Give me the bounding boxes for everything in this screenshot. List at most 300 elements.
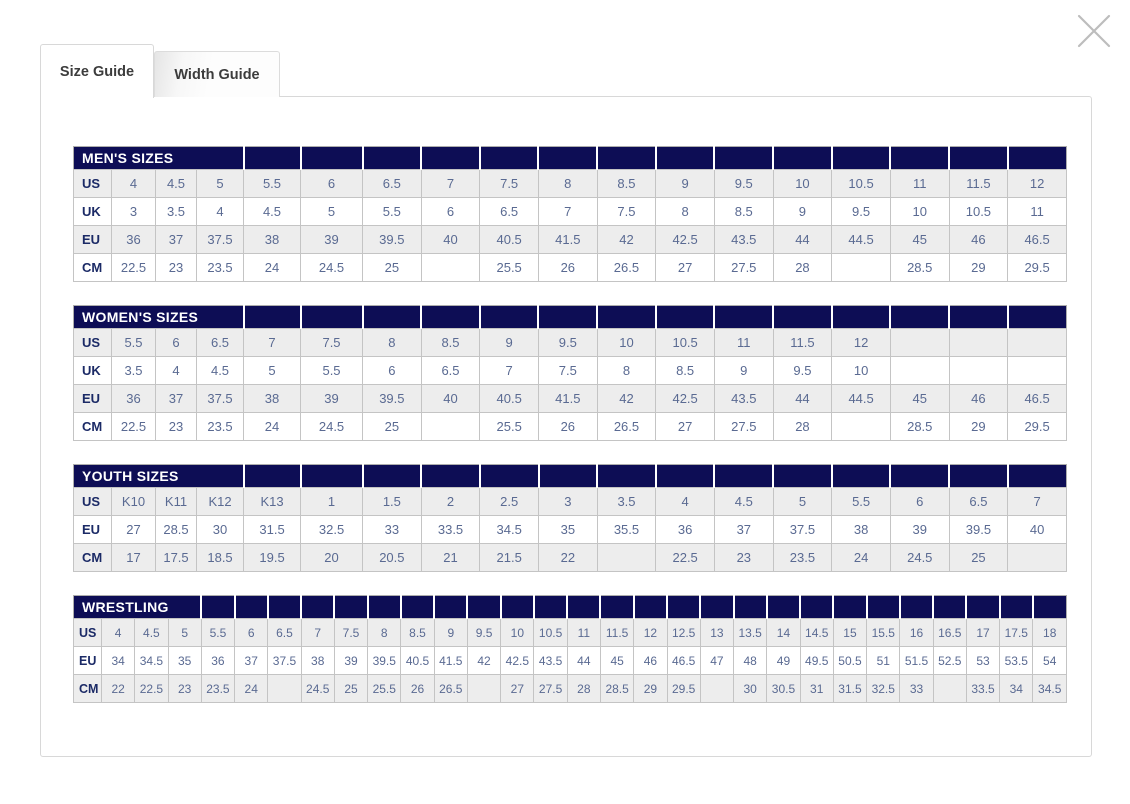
size-cell: 9 bbox=[773, 198, 832, 226]
table-header-cell bbox=[832, 306, 891, 329]
size-cell: 42.5 bbox=[656, 226, 715, 254]
size-cell bbox=[832, 413, 891, 441]
size-cell: 9.5 bbox=[467, 619, 500, 647]
youth-sizes-table bbox=[73, 464, 1091, 572]
size-cell: 34.5 bbox=[1033, 675, 1067, 703]
table-header-cell bbox=[832, 465, 891, 488]
size-cell: 8 bbox=[538, 170, 597, 198]
size-cell: 6 bbox=[890, 488, 949, 516]
size-cell bbox=[597, 544, 656, 572]
size-cell: 12.5 bbox=[667, 619, 700, 647]
size-cell: 23 bbox=[714, 544, 773, 572]
size-cell: 33.5 bbox=[421, 516, 480, 544]
table-header-cell bbox=[539, 465, 598, 488]
size-cell: 9 bbox=[480, 329, 539, 357]
size-cell: 39 bbox=[301, 385, 363, 413]
size-cell: K12 bbox=[197, 488, 244, 516]
size-cell: 27 bbox=[501, 675, 534, 703]
size-cell bbox=[467, 675, 500, 703]
size-cell: 5.5 bbox=[201, 619, 234, 647]
row-label: UK bbox=[74, 357, 112, 385]
size-cell: 47 bbox=[700, 647, 733, 675]
size-cell: 5 bbox=[197, 170, 244, 198]
size-cell: 37 bbox=[714, 516, 773, 544]
size-cell: 46 bbox=[634, 647, 667, 675]
size-cell: 9.5 bbox=[538, 329, 597, 357]
size-cell: 37.5 bbox=[773, 516, 832, 544]
size-cell: 34 bbox=[102, 647, 135, 675]
size-cell: 16 bbox=[900, 619, 933, 647]
table-header-cell bbox=[949, 465, 1008, 488]
size-cell: 3.5 bbox=[112, 357, 156, 385]
size-cell: 51 bbox=[867, 647, 900, 675]
size-cell: 37 bbox=[235, 647, 268, 675]
size-cell: 28.5 bbox=[600, 675, 633, 703]
size-cell: 19.5 bbox=[244, 544, 301, 572]
size-cell: 5 bbox=[168, 619, 201, 647]
table-header-cell bbox=[597, 465, 656, 488]
table-header-cell bbox=[867, 596, 900, 619]
table-title: WRESTLING bbox=[74, 596, 202, 619]
size-cell: 3 bbox=[112, 198, 156, 226]
table-header-cell bbox=[949, 306, 1008, 329]
size-cell: 37.5 bbox=[197, 385, 244, 413]
size-cell: 45 bbox=[600, 647, 633, 675]
size-cell: 44 bbox=[773, 385, 832, 413]
table-header-cell bbox=[900, 596, 933, 619]
table-title: YOUTH SIZES bbox=[74, 465, 244, 488]
size-cell: 11 bbox=[567, 619, 600, 647]
size-cell: 30.5 bbox=[767, 675, 800, 703]
size-cell: 4 bbox=[112, 170, 156, 198]
size-cell: 8.5 bbox=[401, 619, 434, 647]
size-cell: 22 bbox=[102, 675, 135, 703]
table-header-cell bbox=[966, 596, 999, 619]
size-cell: K10 bbox=[112, 488, 156, 516]
size-cell: 44 bbox=[773, 226, 832, 254]
size-cell: 6.5 bbox=[197, 329, 244, 357]
table-row bbox=[74, 254, 1067, 282]
size-cell: 25 bbox=[363, 413, 422, 441]
table-header-cell bbox=[301, 596, 334, 619]
table-header-cell bbox=[773, 465, 832, 488]
size-cell: 6.5 bbox=[363, 170, 422, 198]
table-row bbox=[74, 385, 1067, 413]
size-cell: 33 bbox=[900, 675, 933, 703]
size-cell bbox=[268, 675, 301, 703]
size-cell: 23 bbox=[156, 254, 197, 282]
size-cell: 7.5 bbox=[480, 170, 539, 198]
size-cell: 40.5 bbox=[480, 385, 539, 413]
size-cell: 36 bbox=[201, 647, 234, 675]
size-cell: 9 bbox=[656, 170, 715, 198]
size-cell: 1.5 bbox=[363, 488, 422, 516]
table-row bbox=[74, 170, 1067, 198]
size-cell: 15.5 bbox=[867, 619, 900, 647]
table-header-cell bbox=[1008, 147, 1067, 170]
size-cell: 25 bbox=[949, 544, 1008, 572]
size-cell: 32.5 bbox=[301, 516, 363, 544]
size-cell: 8.5 bbox=[656, 357, 715, 385]
size-cell: 10 bbox=[890, 198, 949, 226]
size-cell: 22.5 bbox=[135, 675, 168, 703]
table-header-cell bbox=[1008, 465, 1067, 488]
size-cell: 53 bbox=[966, 647, 999, 675]
size-cell: 35.5 bbox=[597, 516, 656, 544]
row-label: EU bbox=[74, 226, 112, 254]
size-cell: 10 bbox=[832, 357, 891, 385]
size-cell: 4 bbox=[102, 619, 135, 647]
size-cell: 44 bbox=[567, 647, 600, 675]
size-table bbox=[73, 146, 1067, 282]
table-header-cell bbox=[767, 596, 800, 619]
table-header-cell bbox=[201, 596, 234, 619]
size-cell: 34 bbox=[1000, 675, 1033, 703]
table-header-cell bbox=[401, 596, 434, 619]
tab-width-guide-label: Width Guide bbox=[174, 66, 260, 83]
size-cell: 36 bbox=[656, 516, 715, 544]
table-header-cell bbox=[714, 465, 773, 488]
size-cell: 53.5 bbox=[1000, 647, 1033, 675]
size-cell: 2.5 bbox=[480, 488, 539, 516]
size-cell: 20 bbox=[301, 544, 363, 572]
size-cell: 11.5 bbox=[949, 170, 1008, 198]
size-cell: 6 bbox=[156, 329, 197, 357]
size-cell: 42 bbox=[467, 647, 500, 675]
size-cell: 15 bbox=[833, 619, 866, 647]
table-header-cell bbox=[301, 306, 363, 329]
size-cell: 3 bbox=[539, 488, 598, 516]
size-cell: 50.5 bbox=[833, 647, 866, 675]
size-cell: 4.5 bbox=[244, 198, 301, 226]
table-header-cell bbox=[600, 596, 633, 619]
size-cell: 30 bbox=[197, 516, 244, 544]
size-cell bbox=[421, 413, 480, 441]
row-label: CM bbox=[74, 413, 112, 441]
size-cell: 35 bbox=[168, 647, 201, 675]
size-guide-modal bbox=[40, 44, 1092, 757]
size-cell: 42 bbox=[597, 226, 656, 254]
size-cell: 28 bbox=[773, 254, 832, 282]
size-cell: 6.5 bbox=[480, 198, 539, 226]
size-cell: 23 bbox=[168, 675, 201, 703]
table-header-cell bbox=[268, 596, 301, 619]
size-cell bbox=[949, 329, 1008, 357]
table-header-cell bbox=[800, 596, 833, 619]
size-cell: 33 bbox=[363, 516, 422, 544]
size-cell: 6 bbox=[235, 619, 268, 647]
size-cell: 29 bbox=[949, 254, 1008, 282]
size-cell: 29 bbox=[949, 413, 1008, 441]
size-cell: 10.5 bbox=[832, 170, 891, 198]
tab-width-guide[interactable] bbox=[154, 51, 280, 97]
table-header-cell bbox=[363, 147, 422, 170]
table-header-cell bbox=[832, 147, 891, 170]
size-cell: 29.5 bbox=[667, 675, 700, 703]
size-cell: 5 bbox=[301, 198, 363, 226]
size-cell: 11 bbox=[890, 170, 949, 198]
size-cell: 25.5 bbox=[480, 413, 539, 441]
size-guide-panel bbox=[40, 96, 1092, 757]
row-label: CM bbox=[74, 675, 102, 703]
size-cell: 4 bbox=[156, 357, 197, 385]
table-row bbox=[74, 357, 1067, 385]
tab-size-guide-label: Size Guide bbox=[59, 63, 135, 80]
table-header-cell bbox=[597, 306, 656, 329]
size-cell: 11 bbox=[1008, 198, 1067, 226]
size-cell: 38 bbox=[301, 647, 334, 675]
size-cell: 10 bbox=[597, 329, 656, 357]
table-header-cell bbox=[667, 596, 700, 619]
table-row bbox=[74, 544, 1067, 572]
size-cell: 24 bbox=[244, 413, 301, 441]
size-cell: 24.5 bbox=[301, 675, 334, 703]
size-cell: 28.5 bbox=[890, 254, 949, 282]
size-cell: 49.5 bbox=[800, 647, 833, 675]
row-label: UK bbox=[74, 198, 112, 226]
size-cell: K13 bbox=[244, 488, 301, 516]
size-cell: 51.5 bbox=[900, 647, 933, 675]
size-cell: 26 bbox=[401, 675, 434, 703]
size-cell: 45 bbox=[890, 226, 949, 254]
size-cell: 9 bbox=[714, 357, 773, 385]
row-label: CM bbox=[74, 544, 112, 572]
table-header-cell bbox=[1008, 306, 1067, 329]
size-cell: 43.5 bbox=[714, 385, 773, 413]
table-header-cell bbox=[949, 147, 1008, 170]
size-cell: 25 bbox=[334, 675, 367, 703]
size-cell: 40.5 bbox=[480, 226, 539, 254]
size-cell: 5.5 bbox=[244, 170, 301, 198]
table-title: MEN'S SIZES bbox=[74, 147, 244, 170]
size-cell: 10.5 bbox=[656, 329, 715, 357]
size-cell: 29 bbox=[634, 675, 667, 703]
table-title: WOMEN'S SIZES bbox=[74, 306, 244, 329]
size-cell: 42 bbox=[597, 385, 656, 413]
size-cell: 37.5 bbox=[268, 647, 301, 675]
row-label: US bbox=[74, 619, 102, 647]
size-cell: 43.5 bbox=[534, 647, 567, 675]
size-cell: 7 bbox=[301, 619, 334, 647]
table-header-cell bbox=[656, 465, 715, 488]
size-cell: 11 bbox=[714, 329, 773, 357]
size-cell: 40 bbox=[1008, 516, 1067, 544]
size-cell: 1 bbox=[301, 488, 363, 516]
row-label: US bbox=[74, 488, 112, 516]
size-cell: 39 bbox=[334, 647, 367, 675]
size-cell: 31.5 bbox=[244, 516, 301, 544]
size-cell: 22.5 bbox=[112, 413, 156, 441]
table-row bbox=[74, 675, 1067, 703]
size-cell: 4 bbox=[197, 198, 244, 226]
size-cell: 10.5 bbox=[534, 619, 567, 647]
table-row bbox=[74, 516, 1067, 544]
size-cell: 17.5 bbox=[1000, 619, 1033, 647]
size-cell: 46.5 bbox=[1008, 385, 1067, 413]
size-cell: 24 bbox=[244, 254, 301, 282]
size-cell: 18.5 bbox=[197, 544, 244, 572]
size-cell: 3.5 bbox=[156, 198, 197, 226]
size-cell: 12 bbox=[1008, 170, 1067, 198]
size-cell: 27.5 bbox=[534, 675, 567, 703]
size-cell bbox=[700, 675, 733, 703]
table-header-cell bbox=[656, 306, 715, 329]
size-cell: 39.5 bbox=[363, 385, 422, 413]
size-cell: 38 bbox=[244, 385, 301, 413]
size-cell: 3.5 bbox=[597, 488, 656, 516]
size-cell: 29.5 bbox=[1008, 413, 1067, 441]
size-cell: 7 bbox=[538, 198, 597, 226]
size-cell bbox=[421, 254, 480, 282]
size-cell: 6.5 bbox=[421, 357, 480, 385]
table-header-cell bbox=[480, 465, 539, 488]
size-cell: 25 bbox=[363, 254, 422, 282]
table-header-cell bbox=[434, 596, 467, 619]
size-cell: K11 bbox=[156, 488, 197, 516]
size-cell: 9.5 bbox=[773, 357, 832, 385]
size-cell: 4.5 bbox=[714, 488, 773, 516]
table-row bbox=[74, 329, 1067, 357]
table-header-cell bbox=[567, 596, 600, 619]
size-cell: 5.5 bbox=[112, 329, 156, 357]
size-cell: 27 bbox=[656, 254, 715, 282]
size-cell: 42.5 bbox=[501, 647, 534, 675]
table-header-cell bbox=[301, 147, 363, 170]
table-row bbox=[74, 619, 1067, 647]
table-header-cell bbox=[538, 147, 597, 170]
table-header-cell bbox=[368, 596, 401, 619]
size-cell: 28 bbox=[567, 675, 600, 703]
table-header-cell bbox=[421, 465, 480, 488]
table-header-cell bbox=[714, 306, 773, 329]
size-cell: 5 bbox=[773, 488, 832, 516]
size-cell: 9.5 bbox=[832, 198, 891, 226]
size-cell: 14 bbox=[767, 619, 800, 647]
size-cell: 40 bbox=[421, 226, 480, 254]
size-cell: 24.5 bbox=[301, 413, 363, 441]
size-cell: 8 bbox=[656, 198, 715, 226]
size-cell: 36 bbox=[112, 226, 156, 254]
table-header-cell bbox=[734, 596, 767, 619]
size-cell: 20.5 bbox=[363, 544, 422, 572]
size-cell bbox=[1008, 329, 1067, 357]
row-label: CM bbox=[74, 254, 112, 282]
size-cell: 7.5 bbox=[597, 198, 656, 226]
close-icon[interactable] bbox=[1075, 13, 1113, 51]
size-cell bbox=[949, 357, 1008, 385]
size-cell: 42.5 bbox=[656, 385, 715, 413]
size-cell: 36 bbox=[112, 385, 156, 413]
size-cell: 43.5 bbox=[714, 226, 773, 254]
size-cell: 7 bbox=[244, 329, 301, 357]
size-cell: 24 bbox=[235, 675, 268, 703]
size-cell: 46.5 bbox=[1008, 226, 1067, 254]
size-cell: 40 bbox=[421, 385, 480, 413]
size-cell: 32.5 bbox=[867, 675, 900, 703]
size-cell: 24 bbox=[832, 544, 891, 572]
size-cell: 26 bbox=[538, 413, 597, 441]
table-header-cell bbox=[933, 596, 966, 619]
size-cell: 28.5 bbox=[890, 413, 949, 441]
size-cell: 10 bbox=[501, 619, 534, 647]
size-cell: 6 bbox=[363, 357, 422, 385]
table-header-cell bbox=[480, 306, 539, 329]
table-header-cell bbox=[714, 147, 773, 170]
table-header-cell bbox=[597, 147, 656, 170]
size-cell: 46 bbox=[949, 385, 1008, 413]
size-cell: 14.5 bbox=[800, 619, 833, 647]
size-table bbox=[73, 464, 1067, 572]
size-cell: 27 bbox=[656, 413, 715, 441]
size-cell: 48 bbox=[734, 647, 767, 675]
size-cell: 21 bbox=[421, 544, 480, 572]
size-cell: 11.5 bbox=[600, 619, 633, 647]
size-cell: 31.5 bbox=[833, 675, 866, 703]
size-cell: 28.5 bbox=[156, 516, 197, 544]
size-cell: 41.5 bbox=[538, 226, 597, 254]
size-cell: 7 bbox=[421, 170, 480, 198]
size-cell: 4.5 bbox=[156, 170, 197, 198]
table-header-cell bbox=[890, 147, 949, 170]
size-cell: 5.5 bbox=[363, 198, 422, 226]
size-cell: 37.5 bbox=[197, 226, 244, 254]
size-cell: 23.5 bbox=[197, 254, 244, 282]
size-cell: 23.5 bbox=[197, 413, 244, 441]
table-header-cell bbox=[244, 465, 301, 488]
table-header-cell bbox=[480, 147, 539, 170]
size-cell: 46.5 bbox=[667, 647, 700, 675]
size-cell: 46 bbox=[949, 226, 1008, 254]
table-header-cell bbox=[363, 306, 422, 329]
size-cell: 37 bbox=[156, 385, 197, 413]
size-cell: 17.5 bbox=[156, 544, 197, 572]
size-cell: 4.5 bbox=[135, 619, 168, 647]
row-label: EU bbox=[74, 385, 112, 413]
table-header-cell bbox=[773, 306, 832, 329]
size-cell: 16.5 bbox=[933, 619, 966, 647]
size-cell: 35 bbox=[539, 516, 598, 544]
size-cell: 33.5 bbox=[966, 675, 999, 703]
size-table bbox=[73, 595, 1067, 703]
size-cell: 38 bbox=[832, 516, 891, 544]
size-cell: 23.5 bbox=[201, 675, 234, 703]
size-cell: 26 bbox=[538, 254, 597, 282]
table-header-cell bbox=[538, 306, 597, 329]
size-cell: 28 bbox=[773, 413, 832, 441]
size-cell: 7.5 bbox=[334, 619, 367, 647]
size-cell: 8.5 bbox=[421, 329, 480, 357]
size-cell: 22.5 bbox=[112, 254, 156, 282]
size-cell: 44.5 bbox=[832, 226, 891, 254]
size-cell: 4 bbox=[656, 488, 715, 516]
size-cell: 18 bbox=[1033, 619, 1067, 647]
size-cell: 22 bbox=[539, 544, 598, 572]
table-header-cell bbox=[301, 465, 363, 488]
tab-size-guide[interactable] bbox=[40, 44, 154, 98]
table-header-cell bbox=[700, 596, 733, 619]
size-cell: 31 bbox=[800, 675, 833, 703]
table-header-cell bbox=[334, 596, 367, 619]
table-header-cell bbox=[235, 596, 268, 619]
size-cell bbox=[1008, 357, 1067, 385]
size-cell: 24.5 bbox=[890, 544, 949, 572]
size-cell: 8.5 bbox=[714, 198, 773, 226]
size-cell: 13.5 bbox=[734, 619, 767, 647]
size-cell: 5 bbox=[244, 357, 301, 385]
table-header-cell bbox=[363, 465, 422, 488]
size-cell: 29.5 bbox=[1008, 254, 1067, 282]
size-cell bbox=[890, 329, 949, 357]
